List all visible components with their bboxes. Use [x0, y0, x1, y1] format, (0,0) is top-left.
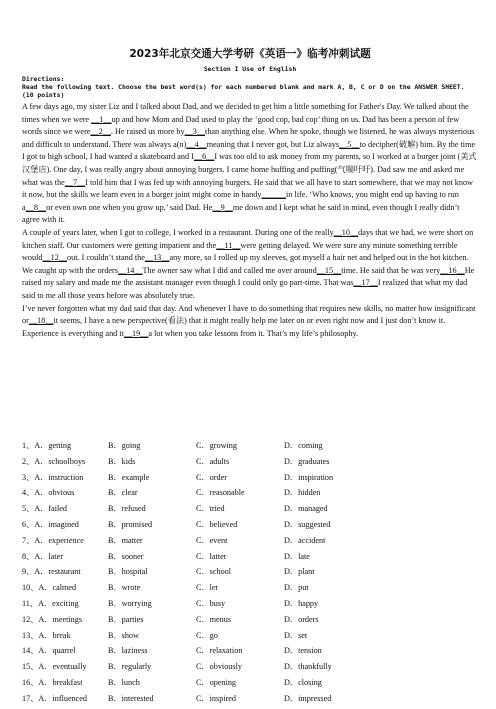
option-choice[interactable]: D．orders: [284, 614, 319, 624]
option-choice[interactable]: B．refused: [108, 504, 146, 514]
paragraph-1: A few days ago, my sister Liz and I talked about Dad, and we decided to get him a little something for Father's Day. We talked about the times when we were __1__up and how Mom and Dad used to play the ‘good cop, bad cop’ thing on us. Dad has been a person of few words since we were__2__. He raised us more by__3__than anything else. When he spoke, though we listened, he was always mysterious and difficult to understand. There was always a(n)__4__meaning that I never got, but Liz always__5__to decipher(破解) him. By the time I got to high school, I had wanted a skateboard and I__6__I was too old to ask money from my parents, so I worked at a burger joint (美式汉堡店). One day, I was really angry about annoying burgers. I came home huffing and puffing(气喘吁吁). Dad saw me and asked me what was the__7__I told him that I was fed up with annoying burgers. He said that we all have to start somewhere, that we may not know it now, but the skills we learn even in a burger joint might come in handy______in life. ‘Who knows, you might end up having to run a__8__or even own one when you grow up,’ said Dad. He__9__me down and I kept what he said in mind, even though I really didn’t agree with it.: [22, 102, 477, 225]
blank-7[interactable]: __7__: [64, 177, 86, 187]
option-row: [22, 677, 478, 693]
reading-passage: [22, 101, 478, 340]
option-choice[interactable]: B．show: [108, 630, 139, 640]
option-choice[interactable]: 9、A．restaurant: [22, 567, 81, 577]
option-choice[interactable]: C．growing: [196, 441, 237, 450]
option-choice[interactable]: 13、A．break: [22, 630, 71, 640]
directions-text: Read the following text. Choose the best word(s) for each numbered blank and mark A, B, C or D on the ANSWER SHEET. (10 points): [22, 83, 465, 100]
option-choice[interactable]: D．impressed: [284, 693, 332, 703]
option-choice[interactable]: B．going: [108, 441, 141, 450]
option-choice[interactable]: B．sooner: [108, 551, 144, 561]
blank-17[interactable]: __17__: [353, 278, 378, 288]
option-choice[interactable]: C．opening: [196, 677, 237, 687]
option-choice[interactable]: C．obviously: [196, 662, 242, 672]
blank-1[interactable]: __1__: [91, 114, 112, 124]
option-choice[interactable]: B．example: [108, 472, 150, 482]
option-choice[interactable]: C．order: [196, 472, 227, 482]
blank-6[interactable]: __6__: [193, 152, 215, 162]
blank-extra[interactable]: ______: [261, 190, 286, 200]
option-choice[interactable]: 14、A．quarrel: [22, 646, 76, 656]
option-choice[interactable]: C．busy: [196, 598, 226, 608]
option-choice[interactable]: C．reasonable: [196, 488, 245, 498]
option-choice[interactable]: 1、A．getting: [22, 441, 72, 450]
option-row: [22, 503, 478, 519]
option-choice[interactable]: 3、A．instruction: [22, 472, 84, 482]
option-choice[interactable]: D．inspiration: [284, 472, 334, 482]
blank-9[interactable]: __9__: [212, 202, 233, 212]
option-choice[interactable]: B．wrote: [108, 583, 141, 593]
option-row: [22, 456, 478, 472]
option-choice[interactable]: D．suggested: [284, 519, 331, 529]
option-choice[interactable]: C．menus: [196, 614, 232, 624]
option-choice[interactable]: 16、A．breakfast: [22, 677, 83, 687]
option-choice[interactable]: 7、A．experience: [22, 535, 84, 545]
option-choice[interactable]: B．clear: [108, 488, 138, 498]
option-choice[interactable]: B．promised: [108, 519, 153, 529]
paragraph-2: A couple of years later, when I got to college, I worked in a restaurant. During one of the really__10__days that we had, we were short on kitchen staff. Our customers were getting impatient and the__11__were getting delayed. We were sure any minute something terrible would__12__out. I couldn’t stand the__13__any more, so I rolled up my sleeves, got myself a hair net and helped out in the hot kitchen. We caught up with the orders__14__The owner saw what I did and called me over around__15__time. He said that he was very__16__He raised my salary and made me the assistant manager even though I could only go part-time. That was__17__I realized that what my dad said to me all those years before was absolutely true.: [22, 227, 475, 300]
option-row: [22, 598, 478, 614]
blank-4[interactable]: __4__: [186, 139, 207, 149]
option-choice[interactable]: B．interested: [108, 693, 154, 703]
option-choice[interactable]: D．hidden: [284, 488, 321, 498]
blank-18[interactable]: __18__: [28, 316, 54, 326]
option-choice[interactable]: 17、A．influenced: [22, 693, 88, 703]
option-choice[interactable]: C．school: [196, 567, 232, 577]
option-choice[interactable]: C．let: [196, 583, 218, 593]
option-choice[interactable]: D．tension: [284, 646, 322, 656]
option-choice[interactable]: 15、A．eventually: [22, 662, 87, 672]
blank-19[interactable]: __19__: [123, 328, 149, 338]
option-choice[interactable]: 6、A．imagined: [22, 519, 79, 529]
option-choice[interactable]: 5、A．failed: [22, 504, 68, 514]
option-choice[interactable]: C．event: [196, 535, 228, 545]
option-choice[interactable]: D．plant: [284, 567, 315, 577]
option-choice[interactable]: C．inspired: [196, 693, 237, 703]
section-heading: Section I Use of English: [203, 65, 297, 73]
option-choice[interactable]: D．graduates: [284, 456, 330, 466]
blank-15[interactable]: __15__: [316, 265, 342, 275]
blank-16[interactable]: __16__: [440, 265, 465, 275]
option-choice[interactable]: 11、A．exciting: [22, 598, 79, 608]
paragraph-3: I’ve never forgotten what my dad said that day. And whenever I have to do something that requires new skills, no matter how insignificant or__18__it seems, I have a new perspective(看法) that it might really help me later on or even right now and I just don’t know it. Experience is everything and it__19__a lot when you take lessons from it. That’s my life’s philosophy.: [22, 303, 476, 338]
option-choice[interactable]: C．believed: [196, 519, 238, 529]
option-choice[interactable]: C．relaxation: [196, 646, 243, 656]
blank-11[interactable]: __11__: [216, 240, 241, 250]
option-choice[interactable]: D．set: [284, 630, 308, 640]
option-row: [22, 487, 478, 503]
directions: [22, 75, 478, 100]
option-choice[interactable]: D．thankfully: [284, 662, 332, 672]
option-row: [22, 440, 478, 456]
blank-13[interactable]: __13__: [144, 253, 170, 263]
option-choice[interactable]: B．laziness: [108, 646, 148, 656]
option-row: [22, 630, 478, 646]
directions-label: Directions:: [22, 75, 65, 83]
blank-14[interactable]: __14__: [117, 265, 143, 275]
option-row: [22, 566, 478, 582]
option-choice[interactable]: B．parties: [108, 614, 144, 624]
option-choice[interactable]: 4、A．obvious: [22, 488, 75, 498]
blank-10[interactable]: __10__: [333, 227, 359, 237]
blank-12[interactable]: __12__: [42, 253, 68, 263]
option-row: [22, 661, 478, 677]
option-choice[interactable]: C．adults: [196, 456, 230, 466]
answer-options: [22, 440, 478, 709]
blank-8[interactable]: __8__: [25, 202, 47, 212]
option-choice[interactable]: C．latter: [196, 551, 227, 561]
option-row: [22, 582, 478, 598]
page-title: 2023年北京交通大学考研《英语一》临考冲刺试题: [129, 48, 371, 60]
option-choice[interactable]: C．go: [196, 630, 218, 640]
blank-3[interactable]: __3__: [184, 127, 206, 137]
option-choice[interactable]: 10、A．calmed: [22, 583, 77, 593]
option-choice[interactable]: D．late: [284, 551, 310, 561]
option-choice[interactable]: D．accident: [284, 535, 326, 545]
option-choice[interactable]: B．hospital: [108, 567, 148, 577]
option-choice[interactable]: D．happy: [284, 598, 319, 608]
option-choice[interactable]: C．tried: [196, 504, 225, 514]
option-row: [22, 693, 478, 709]
option-row: [22, 551, 478, 567]
option-row: [22, 535, 478, 551]
option-choice[interactable]: B．lunch: [108, 677, 140, 687]
blank-5[interactable]: __5__: [339, 139, 360, 149]
option-choice[interactable]: B．regularly: [108, 662, 152, 672]
blank-2[interactable]: __2__: [90, 127, 111, 137]
option-choice[interactable]: D．managed: [284, 504, 328, 514]
option-choice[interactable]: D．closing: [284, 677, 322, 687]
option-choice[interactable]: 12、A．meetings: [22, 614, 83, 624]
option-row: [22, 519, 478, 535]
option-choice[interactable]: 2、A．schoolboys: [22, 456, 86, 466]
option-choice[interactable]: B．worrying: [108, 598, 152, 608]
option-row: [22, 614, 478, 630]
option-choice[interactable]: D．put: [284, 583, 309, 593]
option-choice[interactable]: D．coming: [284, 441, 323, 450]
option-row: [22, 472, 478, 488]
option-choice[interactable]: 8、A．later: [22, 551, 63, 561]
option-choice[interactable]: B．kids: [108, 456, 136, 466]
option-choice[interactable]: B．matter: [108, 535, 143, 545]
option-row: [22, 645, 478, 661]
